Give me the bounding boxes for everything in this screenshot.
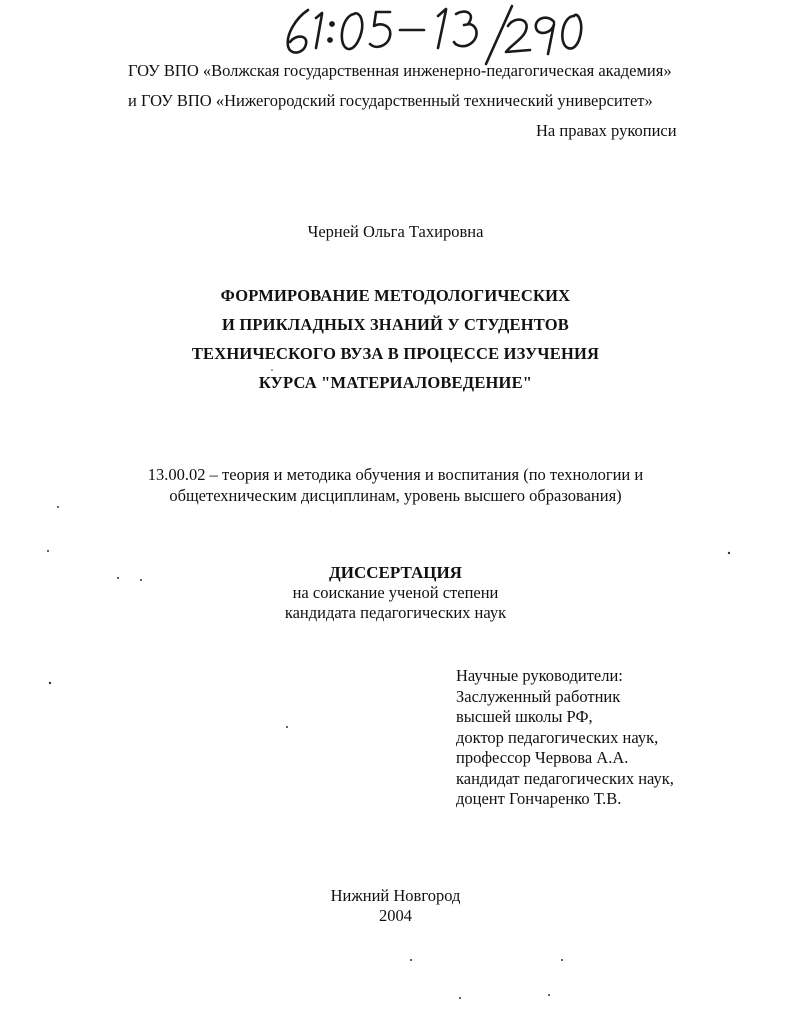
advisors-line: Заслуженный работник xyxy=(456,686,621,706)
advisors-line: высшей школы РФ, xyxy=(456,707,593,726)
institution-line-2: и ГОУ ВПО «Нижегородский государственный технический университет» xyxy=(128,91,653,110)
title-line: ФОРМИРОВАНИЕ МЕТОДОЛОГИЧЕСКИХ xyxy=(220,286,571,305)
advisors-line: кандидат педагогических наук, xyxy=(456,768,674,788)
degree-block xyxy=(0,563,791,623)
handwritten-archive-number xyxy=(278,4,588,66)
advisors-line: доктор педагогических наук, xyxy=(456,727,659,747)
advisors-line: Научные руководители: xyxy=(456,666,623,685)
title-line: И ПРИКЛАДНЫХ ЗНАНИЙ У СТУДЕНТОВ xyxy=(221,315,569,334)
advisors-line: доцент Гончаренко Т.В. xyxy=(456,789,622,808)
city: Нижний Новгород xyxy=(330,886,461,905)
specialty-line: общетехническим дисциплинам, уровень высшего образования) xyxy=(169,486,622,505)
advisors-line: профессор Червова А.А. xyxy=(456,748,629,767)
place-and-year xyxy=(0,886,791,926)
specialty-code xyxy=(0,464,791,506)
title-line: КУРСА "МАТЕРИАЛОВЕДЕНИЕ" xyxy=(258,373,533,392)
degree-line: на соискание ученой степени xyxy=(292,583,499,602)
document-type-heading: ДИССЕРТАЦИЯ xyxy=(329,563,462,582)
year: 2004 xyxy=(379,906,412,925)
author-name: Черней Ольга Тахировна xyxy=(307,222,484,241)
institution-line-1: ГОУ ВПО «Волжская государственная инженерно-педагогическая академия» xyxy=(128,61,672,80)
handwritten-number-drawing xyxy=(278,4,588,66)
specialty-line: 13.00.02 – теория и методика обучения и воспитания (по технологии и xyxy=(147,465,644,484)
degree-line: кандидата педагогических наук xyxy=(284,603,507,622)
manuscript-rights-note: На правах рукописи xyxy=(536,121,677,140)
title-line: ТЕХНИЧЕСКОГО ВУЗА В ПРОЦЕССЕ ИЗУЧЕНИЯ xyxy=(191,344,600,363)
dissertation-title xyxy=(0,281,791,397)
scientific-advisors xyxy=(456,666,674,810)
